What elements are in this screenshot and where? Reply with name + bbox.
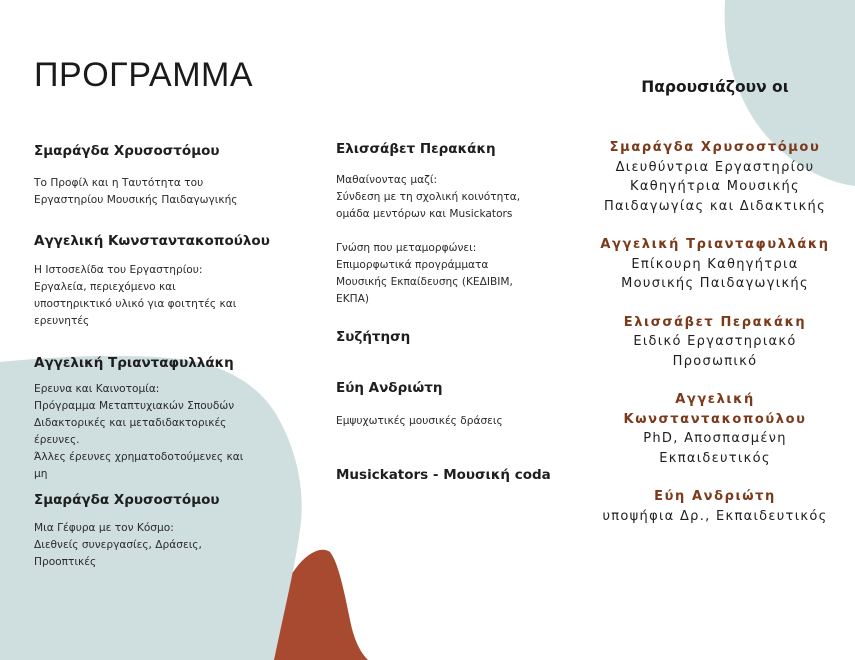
session-description: Ερευνα και Καινοτομία: Πρόγραμμα Μεταπτυχιακών Σπουδών Διδακτορικές και μεταδιδακτορικές έρευνες. Άλλες έρευνες χρηματοδοτούμενες και μη	[34, 383, 244, 480]
speaker-name: Αγγελική Κωνσταντακοπούλου	[34, 233, 270, 249]
program-item	[34, 354, 254, 483]
program-item	[336, 379, 546, 430]
presenter-role: PhD, Αποσπασμένη Εκπαιδευτικός	[643, 431, 787, 466]
page-title: ΠΡΟΓΡΑΜΜΑ	[34, 56, 254, 94]
presenter-role: Διευθύντρια Εργαστηρίου Καθηγήτρια Μουσικής Παιδαγωγίας και Διδακτικής	[603, 159, 827, 214]
discussion-heading: Συζήτηση	[336, 329, 411, 345]
presenter	[585, 390, 845, 468]
session-description: Εμψυχωτικές μουσικές δράσεις	[336, 415, 503, 427]
program-item	[336, 466, 551, 484]
presenter-name: Εύη Ανδριώτη	[654, 489, 776, 504]
program-item	[34, 232, 270, 330]
presenter	[585, 487, 845, 526]
session-description: Μια Γέφυρα με τον Κόσμο: Διεθνείς συνεργασίες, Δράσεις, Προοπτικές	[34, 522, 202, 568]
program-item	[336, 328, 546, 346]
session-description: Η Ιστοσελίδα του Εργαστηρίου: Εργαλεία, περιεχόμενο και υποστηρικτικό υλικό για φοιτητές και ερευνητές	[34, 264, 237, 327]
presenter	[585, 235, 845, 294]
speaker-name: Σμαράγδα Χρυσοστόμου	[34, 492, 220, 508]
program-item	[336, 140, 546, 223]
session-description: Μαθαίνοντας μαζί: Σύνδεση με τη σχολική κοινότητα, ομάδα μεντόρων και Musickators	[336, 174, 521, 220]
session-description: Το Προφίλ και η Ταυτότητα του Εργαστηρίου Μουσικής Παιδαγωγικής	[34, 177, 238, 206]
presenter-name: Αγγελική Κωνσταντακοπούλου	[623, 392, 807, 427]
closing-heading: Musickators - Μουσική coda	[336, 467, 551, 483]
program-item	[336, 240, 546, 308]
program-item	[34, 491, 254, 571]
presenter-role: Επίκουρη Καθηγήτρια Μουσικής Παιδαγωγικής	[621, 256, 809, 291]
presenter-role: Ειδικό Εργαστηριακό Προσωπικό	[633, 334, 797, 369]
presenters-list	[585, 138, 845, 545]
presenter	[585, 313, 845, 372]
presenters-heading: Παρουσιάζουν οι	[641, 78, 789, 96]
presenter	[585, 138, 845, 216]
program-item	[34, 142, 254, 209]
presenter-name: Ελισσάβετ Περακάκη	[623, 314, 807, 330]
presenter-role: υποψήφια Δρ., Εκπαιδευτικός	[602, 508, 828, 524]
speaker-name: Ελισσάβετ Περακάκη	[336, 141, 496, 157]
presenter-name: Σμαράγδα Χρυσοστόμου	[609, 140, 821, 155]
session-description: Γνώση που μεταμορφώνει: Επιμορφωτικά προγράμματα Μουσικής Εκπαίδευσης (ΚΕΔΙΒΙΜ, ΕΚΠΑ)	[336, 242, 513, 305]
presenter-name: Αγγελική Τριανταφυλλάκη	[600, 237, 830, 252]
speaker-name: Σμαράγδα Χρυσοστόμου	[34, 143, 220, 159]
speaker-name: Αγγελική Τριανταφυλλάκη	[34, 355, 234, 371]
speaker-name: Εύη Ανδριώτη	[336, 380, 443, 396]
